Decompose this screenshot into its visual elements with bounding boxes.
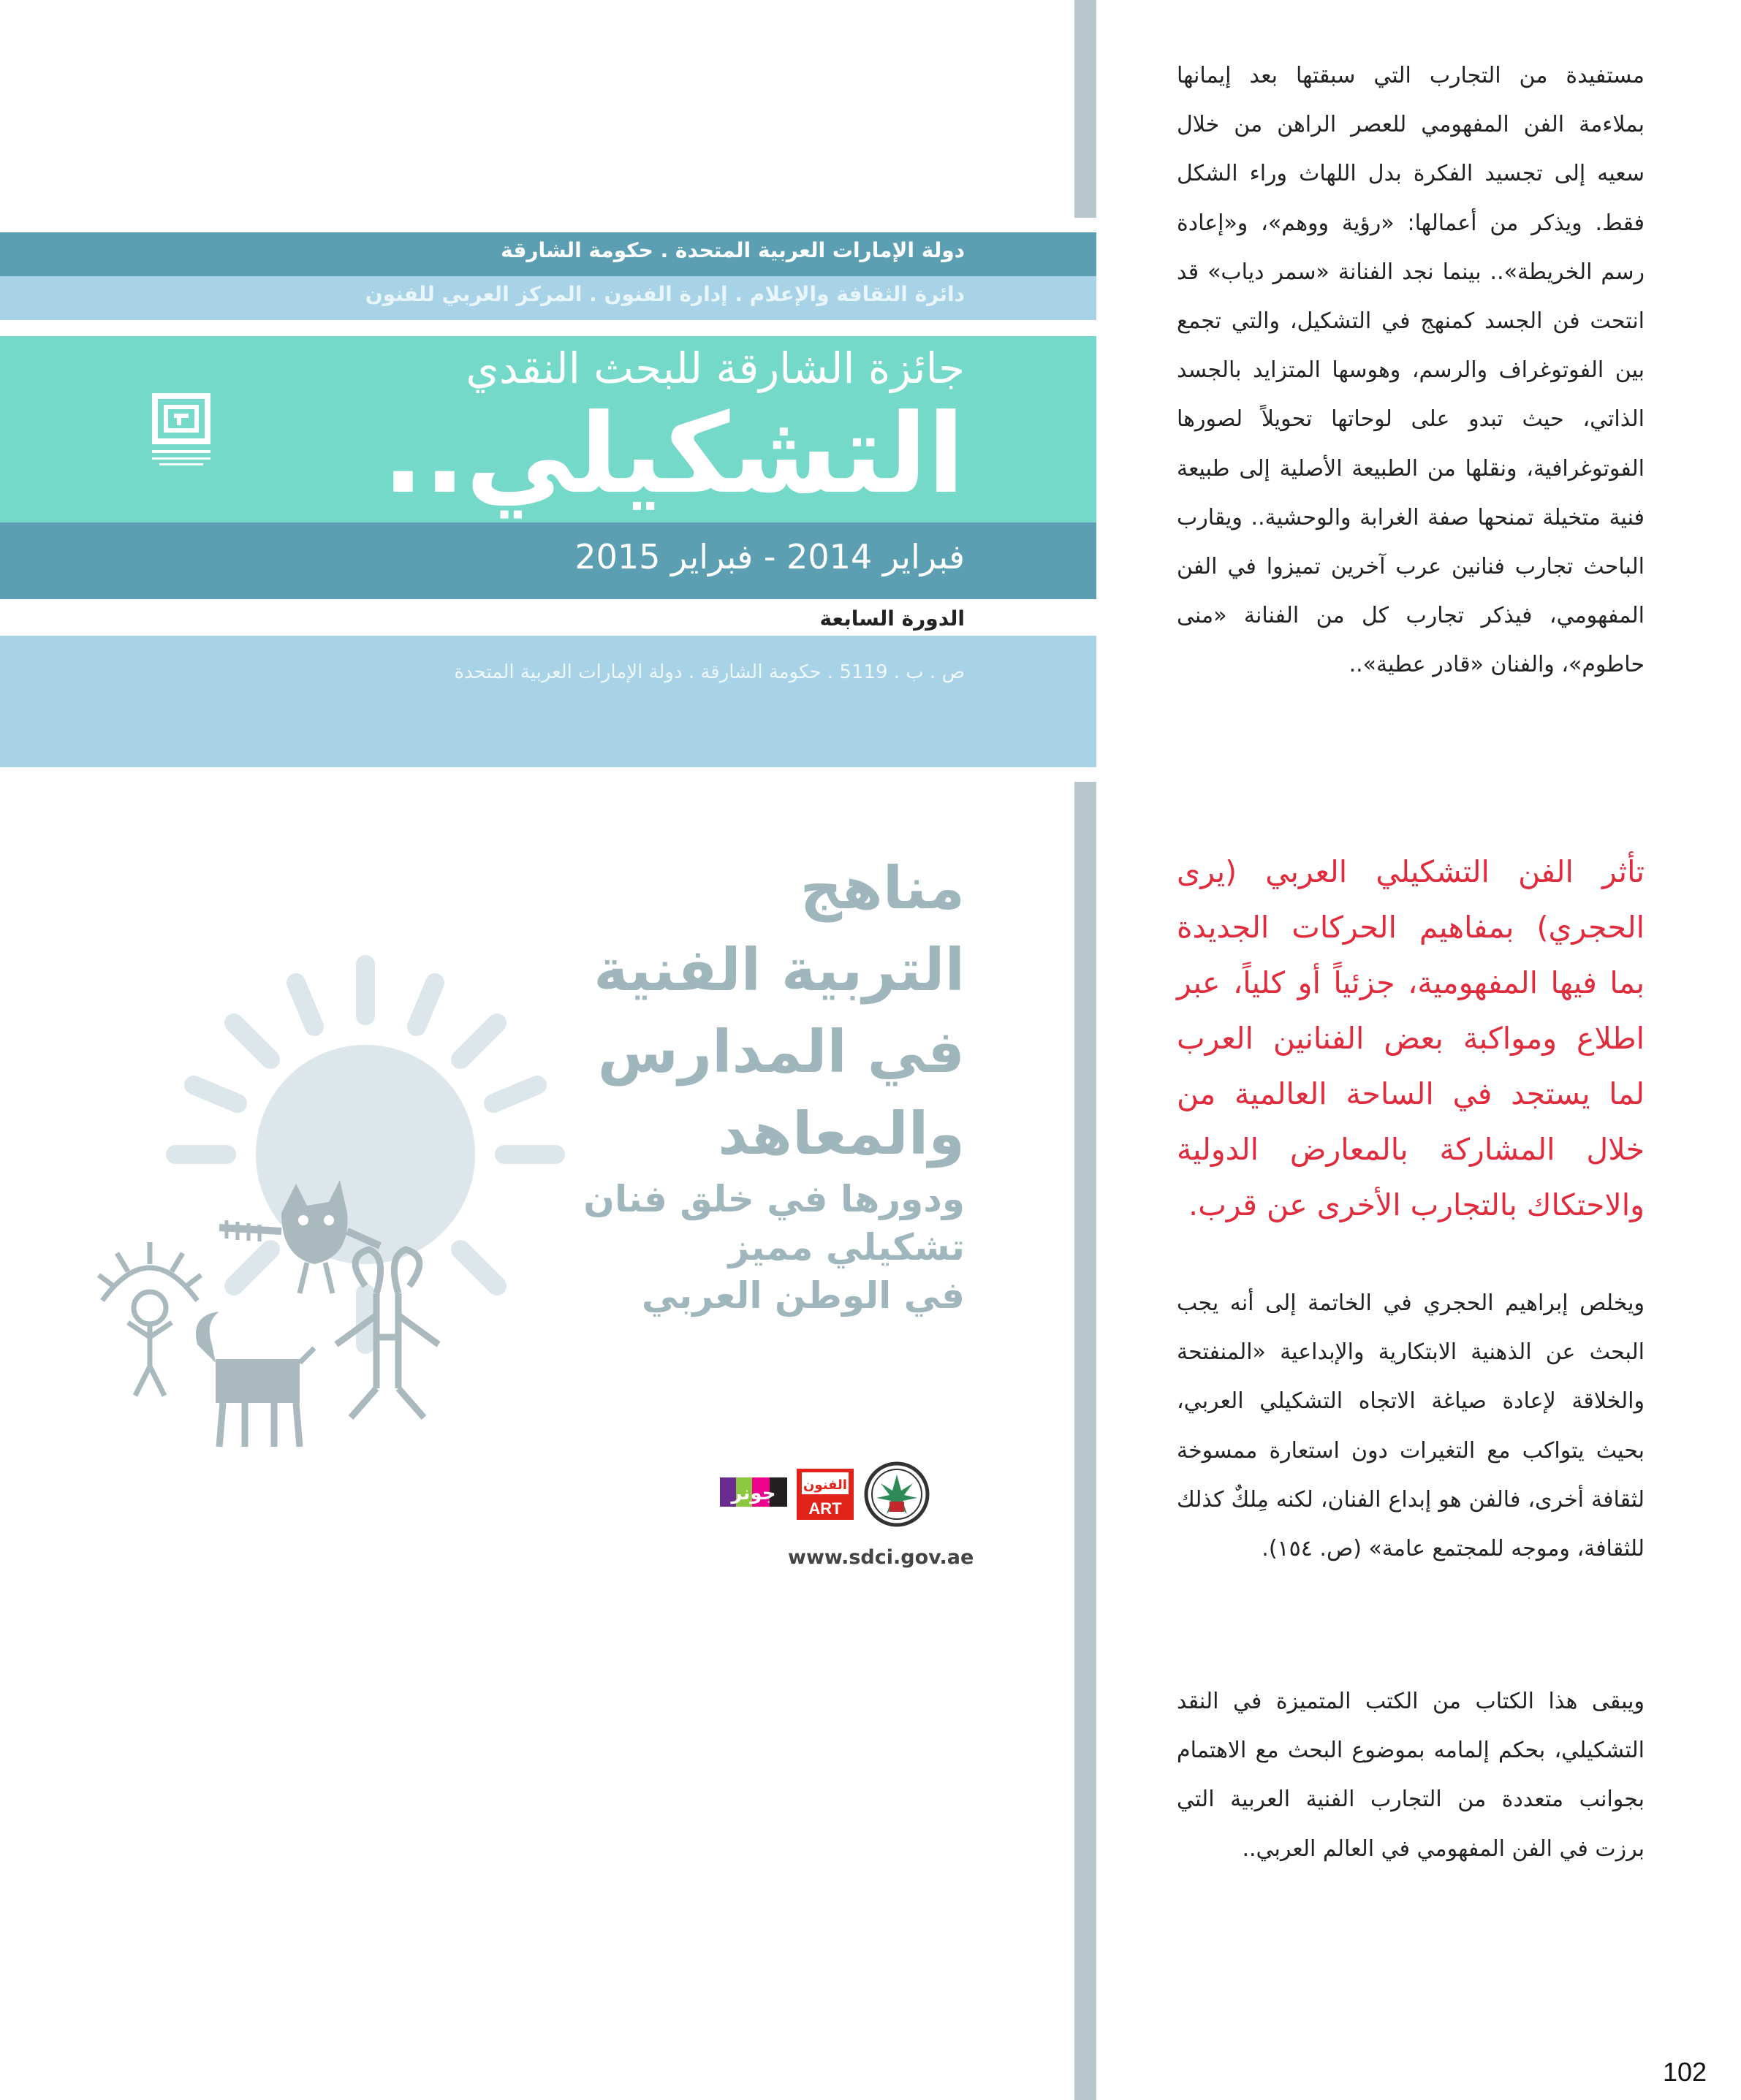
- cover-prize-line: جائزة الشارقة للبحث النقدي: [466, 343, 965, 393]
- pull-quote-text: تأثر الفن التشكيلي العربي (يرى الحجري) بمفاهيم الحركات الجديدة بما فيها المفهومية، جزئياً أو كلياً، عبر اطلاع ومواكبة بعض الفنانين العرب لما يستجد في الساحة العالمية من خلال المشاركة بالمعارض الدولية والاحتكاك بالتجارب الأخرى عن قرب.: [1177, 854, 1645, 1222]
- cover-title-line: مناهج: [800, 854, 965, 922]
- cover-title-line: التربية الفنية: [593, 936, 965, 1004]
- cover-address: ص . ب . 5119 . حكومة الشارقة . دولة الإمارات العربية المتحدة: [454, 661, 965, 683]
- sun-watermark-icon: [175, 965, 555, 1344]
- cover-subtitle-line: ودورها في خلق فنان: [583, 1178, 965, 1220]
- paragraph-text: ويبقى هذا الكتاب من الكتب المتميزة في النقد التشكيلي، بحكم إلمامه بموضوع البحث مع الاهتمام بجوانب متعددة من التجارب الفنية العربية التي برزت في الفن المفهومي في العالم العربي..: [1177, 1689, 1645, 1862]
- government-emblem-icon: [866, 1464, 928, 1525]
- jawn-logo-label: جونر: [731, 1483, 776, 1504]
- paragraph-text: ويخلص إبراهيم الحجري في الخاتمة إلى أنه يجب البحث عن الذهنية الابتكارية والإبداعية «المنفتحة والخلاقة لإعادة صياغة الاتجاه التشكيلي العربي، بحيث يتواكب مع التغيرات دون استعارة ممسوخة لثقافة أخرى، فالفن هو إبداع الفنان، لكنه مِلكٌ كذلك للثقافة، وموجه للمجتمع عامة» (ص. ١٥٤).: [1177, 1290, 1645, 1562]
- cover-subtitle-line: في الوطن العربي: [641, 1274, 965, 1317]
- publisher-logos: [720, 1461, 954, 1527]
- pull-quote: [1177, 844, 1645, 1233]
- cover-band-address: [0, 636, 1096, 767]
- twin-figures-icon: [336, 1249, 439, 1418]
- cover-book-title: [583, 848, 965, 1320]
- article-paragraph-1: [1177, 51, 1645, 690]
- art-logo-label: ART: [808, 1499, 842, 1518]
- cover-title-line: والمعاهد: [718, 1100, 965, 1168]
- article-paragraph-3: [1177, 1677, 1645, 1873]
- cover-subtitle-line: تشكيلي مميز: [728, 1226, 965, 1268]
- sun-man-figure-icon: [99, 1242, 201, 1396]
- cover-prize-title: التشكيلي..: [382, 391, 965, 518]
- cover-title-line: في المدارس: [597, 1018, 965, 1086]
- cover-edition: الدورة السابعة: [819, 606, 965, 631]
- cover-date-range: فبراير 2014 - فبراير 2015: [574, 537, 965, 577]
- website-url[interactable]: www.sdci.gov.ae: [788, 1546, 974, 1569]
- paragraph-text: مستفيدة من التجارب التي سبقتها بعد إيمانها بملاءمة الفن المفهومي للعصر الراهن من خلال سعيه إلى تجسيد الفكرة بدل اللهاث وراء الشكل فقط. ويذكر من أعمالها: «رؤية ووهم»، و«إعادة رسم الخريطة».. بينما نجد الفنانة «سمر دياب» قد انتحت فن الجسد كمنهج في التشكيل، والتي تجمع بين الفوتوغراف والرسم، وهوسها المتزايد بالجسد الذاتي، حيث تبدو على لوحاتها تحويلاً لصورها الفوتوغرافية، ونقلها من الطبيعة الأصلية إلى طبيعة فنية متخيلة تمنحها صفة الغرابة والوحشية.. ويقارب الباحث تجارب فنانين عرب آخرين تميزوا في الفن المفهومي، فيذكر تجارب كل من الفنانة «منى حاطوم»، والفنان «قادر عطية»..: [1177, 63, 1645, 678]
- art-logo-arabic-label: الفنون: [803, 1477, 847, 1493]
- prize-logo-icon: [148, 389, 215, 471]
- cover-department-line: دائرة الثقافة والإعلام . إدارة الفنون . المركز العربي للفنون: [365, 282, 965, 306]
- page-number: 102: [1663, 2057, 1707, 2087]
- article-paragraph-2: [1177, 1279, 1645, 1573]
- ibex-figure-icon: [196, 1312, 314, 1447]
- cover-government-line: دولة الإمارات العربية المتحدة . حكومة الشارقة: [501, 238, 965, 262]
- jawn-logo-icon: [720, 1477, 787, 1507]
- art-logo-icon: [797, 1469, 854, 1520]
